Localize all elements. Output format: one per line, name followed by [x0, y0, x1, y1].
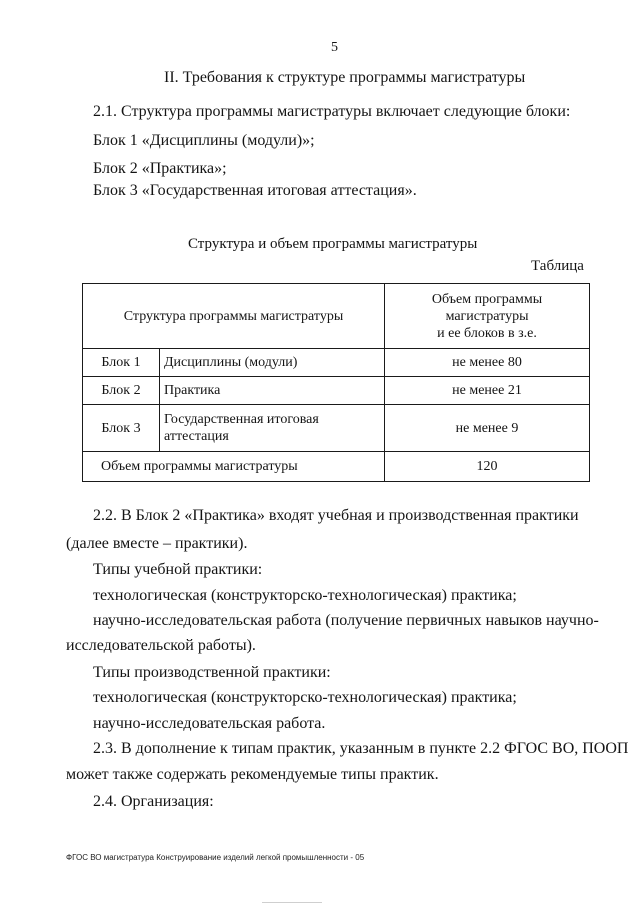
edu-type-2-line2: исследовательской работы).: [66, 637, 256, 654]
edu-type-1: технологическая (конструкторско-технологическая) практика;: [93, 587, 517, 604]
footer-text: ФГОС ВО магистратура Конструирование изделий легкой промышленности - 05: [66, 853, 365, 862]
paragraph-2-4: 2.4. Организация:: [93, 793, 214, 810]
table-label: Таблица: [531, 258, 584, 274]
table-row: [83, 405, 590, 452]
header-volume-line3: и ее блоков в з.е.: [437, 325, 537, 341]
paragraph-2-3-line1: 2.3. В дополнение к типам практик, указанным в пункте 2.2 ФГОС ВО, ПООП: [93, 740, 629, 757]
block-name-cell: Дисциплины (модули): [160, 349, 385, 377]
header-structure-cell: [83, 284, 385, 349]
scan-artifact: [262, 902, 322, 903]
block-3-item: Блок 3 «Государственная итоговая аттестация».: [93, 182, 417, 199]
paragraph-2-1: 2.1. Структура программы магистратуры включает следующие блоки:: [93, 103, 571, 120]
table-title: Структура и объем программы магистратуры: [188, 236, 478, 252]
total-label-cell: Объем программы магистратуры: [83, 452, 385, 482]
table-header-row: [83, 284, 590, 349]
header-volume-line2: магистратуры: [445, 308, 529, 324]
header-volume-cell: [385, 284, 590, 349]
prod-type-2: научно-исследовательская работа.: [93, 715, 326, 732]
table-row: [83, 377, 590, 405]
table-total-row: [83, 452, 590, 482]
section-heading: II. Требования к структуре программы магистратуры: [164, 69, 526, 86]
block-2-item: Блок 2 «Практика»;: [93, 160, 227, 177]
total-value-cell: 120: [385, 452, 590, 482]
paragraph-2-2-line1: 2.2. В Блок 2 «Практика» входят учебная и производственная практики: [93, 507, 579, 524]
block-name-line1: Государственная итоговая: [164, 412, 319, 427]
block-cell: Блок 1: [83, 349, 160, 377]
block-volume-cell: не менее 21: [385, 377, 590, 405]
block-volume-cell: не менее 9: [385, 405, 590, 452]
block-name-cell: Практика: [160, 377, 385, 405]
header-structure-text: Структура программы магистратуры: [123, 308, 344, 324]
paragraph-2-2-line2: (далее вместе – практики).: [66, 535, 248, 552]
block-cell: Блок 3: [83, 405, 160, 452]
prod-types-heading: Типы производственной практики:: [93, 664, 331, 681]
block-1-item: Блок 1 «Дисциплины (модули)»;: [93, 132, 315, 149]
table-row: [83, 349, 590, 377]
header-volume-line1: Объем программы: [431, 291, 543, 307]
edu-types-heading: Типы учебной практики:: [93, 561, 263, 578]
edu-type-2-line1: научно-исследовательская работа (получение первичных навыков научно-: [93, 612, 599, 629]
block-cell: Блок 2: [83, 377, 160, 405]
block-name-line2: аттестация: [164, 429, 229, 444]
paragraph-2-3-line2: может также содержать рекомендуемые типы практик.: [66, 766, 439, 783]
structure-table: [82, 283, 590, 482]
block-name-cell: [160, 405, 385, 452]
prod-type-1: технологическая (конструкторско-технологическая) практика;: [93, 689, 517, 706]
block-volume-cell: не менее 80: [385, 349, 590, 377]
page-number: 5: [331, 40, 338, 55]
